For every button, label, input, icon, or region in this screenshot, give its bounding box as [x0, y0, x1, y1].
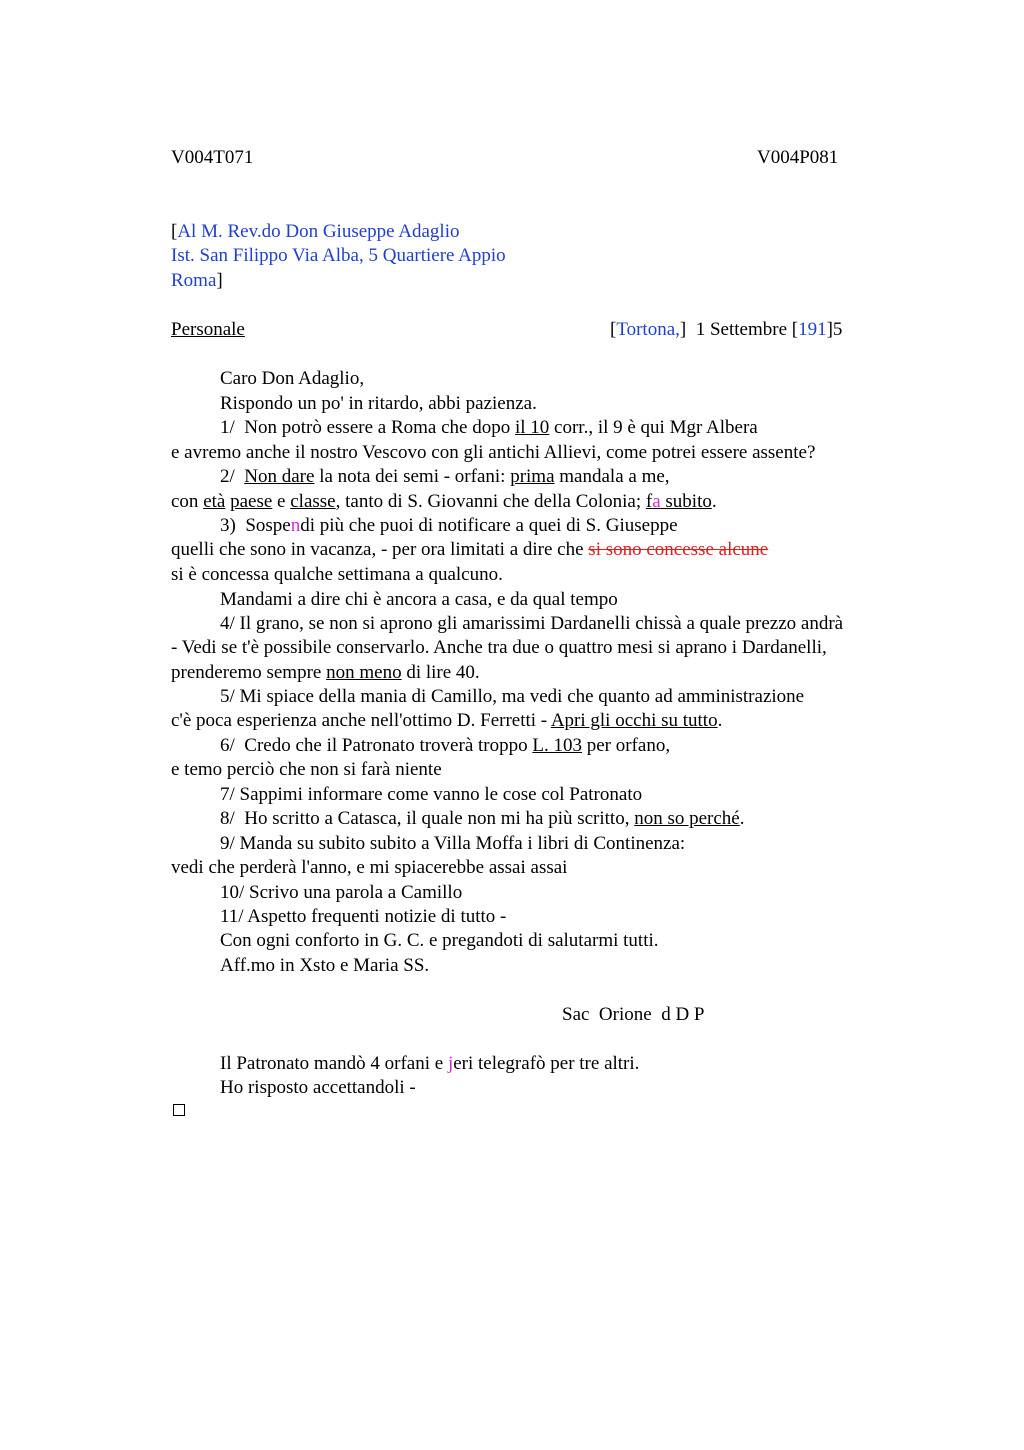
postscript-line	[220, 1052, 639, 1076]
underlined-text: L. 103	[532, 735, 582, 756]
signature: Sac Orione d D P	[562, 1004, 705, 1025]
letter-line	[171, 538, 768, 562]
bracket: [	[791, 319, 799, 340]
underlined-text: paese	[230, 491, 273, 512]
letter-line	[220, 416, 758, 440]
text: 2/	[220, 466, 245, 487]
correction-text: j	[447, 1053, 454, 1074]
letter-line: 7/ Sappimi informare come vanno le cose col Patronato	[220, 784, 643, 805]
personal-label: Personale	[171, 319, 245, 340]
closing-line: Aff.mo in Xsto e Maria SS.	[220, 955, 430, 976]
date-text: 1 Settembre	[686, 319, 792, 340]
text: e	[272, 491, 291, 512]
underlined-text: prima	[510, 466, 555, 487]
underlined-text: età	[203, 491, 226, 512]
letter-line: Rispondo un po' in ritardo, abbi pazienza.	[220, 393, 537, 414]
text: eri telegrafò per tre altri.	[453, 1053, 640, 1074]
text: con	[171, 491, 204, 512]
text: 3) Sospe	[220, 515, 291, 536]
greeting: Caro Don Adaglio,	[220, 368, 365, 389]
underlined-text: Apri gli occhi su tutto	[550, 710, 718, 731]
text: quelli che sono in vacanza, - per ora limitati a dire che	[171, 539, 589, 560]
text: , tanto di S. Giovanni che della Colonia;	[335, 491, 646, 512]
date-line	[610, 318, 842, 342]
letter-line: 5/ Mi spiace della mania di Camillo, ma vedi che quanto ad amministrazione	[220, 686, 805, 707]
letter-line	[220, 465, 670, 489]
letter-line	[171, 709, 722, 733]
text: 1/ Non potrò essere a Roma che dopo	[220, 417, 515, 438]
letter-line	[171, 490, 717, 514]
address-recipient: Al M. Rev.do Don Giuseppe Adaglio	[177, 221, 460, 242]
letter-line: 10/ Scrivo una parola a Camillo	[220, 882, 463, 903]
letter-line	[220, 514, 678, 538]
bracket: [	[171, 221, 178, 242]
letter-line: e avremo anche il nostro Vescovo con gli antichi Allievi, come potrei essere assente?	[171, 442, 816, 463]
letter-line	[220, 807, 745, 831]
bracket: ]	[826, 319, 833, 340]
underlined-text	[646, 491, 712, 512]
text: di lire 40.	[401, 662, 480, 683]
address-line-3	[171, 269, 223, 293]
letter-line: vedi che perderà l'anno, e mi spiacerebbe assai assai	[171, 857, 568, 878]
letter-line	[171, 661, 480, 685]
text: mandala a me,	[554, 466, 670, 487]
letter-line: 9/ Manda su subito subito a Villa Moffa i libri di Continenza:	[220, 833, 686, 854]
text: f	[645, 491, 653, 512]
text: corr., il 9 è qui Mgr Albera	[549, 417, 758, 438]
text: .	[717, 710, 723, 731]
closing-line: Con ogni conforto in G. C. e pregandoti di salutarmi tutti.	[220, 930, 659, 951]
text: Il Patronato mandò 4 orfani e	[220, 1053, 448, 1074]
address-city: Roma	[171, 270, 217, 291]
deleted-text: si sono concesse alcune	[588, 539, 769, 560]
text: 6/ Credo che il Patronato troverà troppo	[220, 735, 533, 756]
address-line-2: Ist. San Filippo Via Alba, 5 Quartiere Appio	[171, 245, 506, 266]
text: c'è poca esperienza anche nell'ottimo D. Ferretti -	[171, 710, 551, 731]
letter-line: e temo perciò che non si farà niente	[171, 759, 442, 780]
text: .	[711, 491, 717, 512]
document-code-right: V004P081	[757, 147, 839, 168]
bracket: [	[610, 319, 617, 340]
text: di più che puoi di notificare a quei di S. Giuseppe	[300, 515, 678, 536]
year-end: 5	[832, 319, 843, 340]
letter-line: si è concessa qualche settimana a qualcuno.	[171, 564, 503, 585]
text: .	[739, 808, 745, 829]
text: per orfano,	[581, 735, 671, 756]
underlined-text: il 10	[514, 417, 550, 438]
text: la nota dei semi - orfani:	[314, 466, 511, 487]
underlined-text: non meno	[326, 662, 402, 683]
underlined-text: Non dare	[244, 466, 315, 487]
correction-text: a	[652, 491, 661, 512]
text: prenderemo sempre	[171, 662, 327, 683]
text: 8/ Ho scritto a Catasca, il quale non mi ha più scritto,	[220, 808, 635, 829]
letter-line	[220, 734, 670, 758]
underlined-text: classe	[290, 491, 336, 512]
letter-line: 4/ Il grano, se non si aprono gli amarissimi Dardanelli chissà a quale prezzo andrà	[220, 613, 844, 634]
letter-line: - Vedi se t'è possibile conservarlo. Anche tra due o quattro mesi si aprano i Dardanelli,	[171, 637, 827, 658]
end-marker-box	[173, 1104, 185, 1116]
text: subito	[660, 491, 712, 512]
address-line-1	[171, 220, 460, 244]
bracket: ]	[216, 270, 223, 291]
letter-line: 11/ Aspetto frequenti notizie di tutto -	[220, 906, 507, 927]
letter-line: Mandami a dire chi è ancora a casa, e da qual tempo	[220, 589, 618, 610]
correction-text: n	[290, 515, 301, 536]
year-part: 191	[798, 319, 827, 340]
place: Tortona,	[616, 319, 680, 340]
underlined-text: non so perché	[634, 808, 740, 829]
postscript-line: Ho risposto accettandoli -	[220, 1077, 416, 1098]
bracket: ]	[679, 319, 687, 340]
document-code-left: V004T071	[171, 147, 254, 168]
